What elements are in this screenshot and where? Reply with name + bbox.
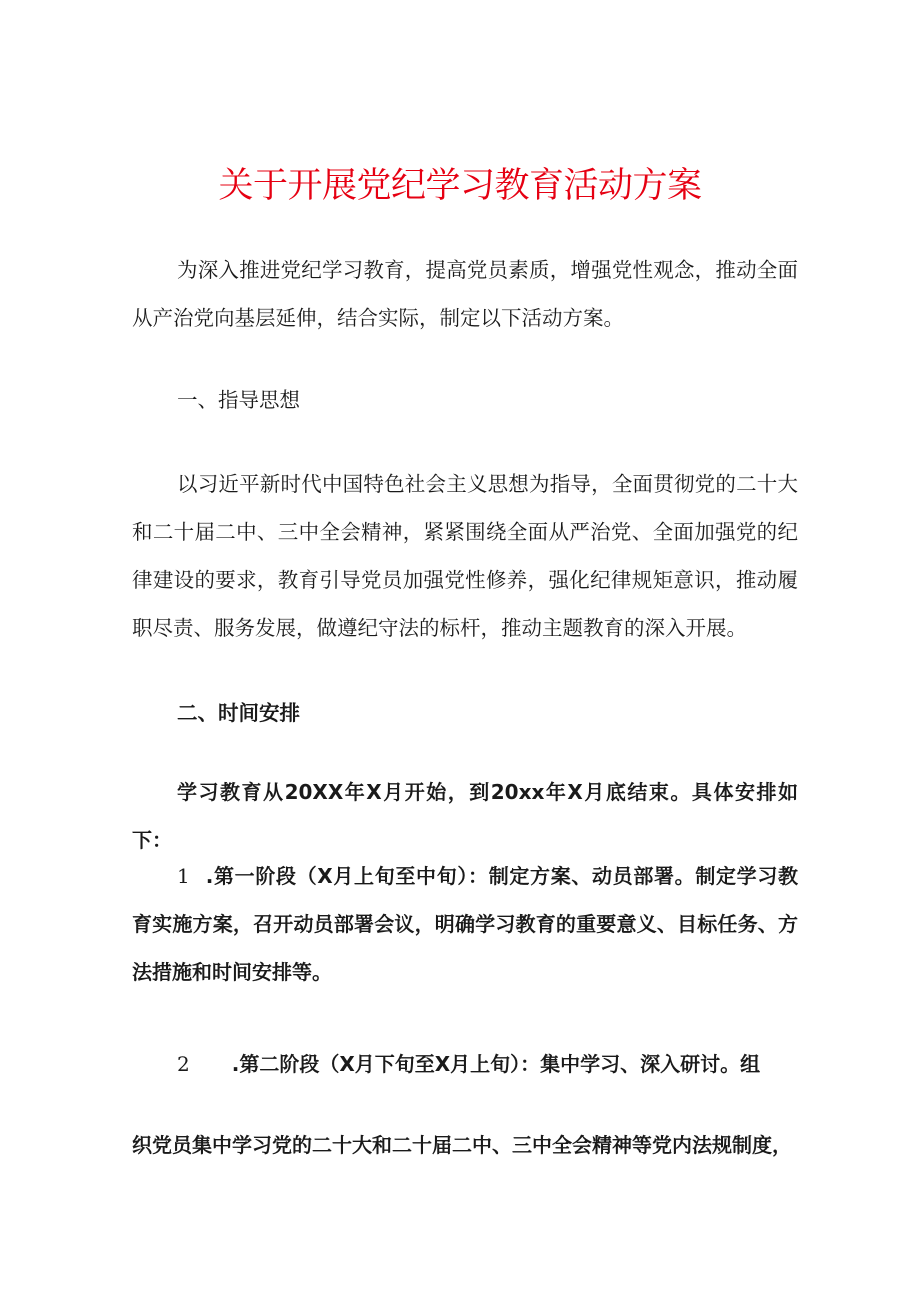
- stage1-paragraph: [132, 852, 798, 996]
- section1-body: 以习近平新时代中国特色社会主义思想为指导，全面贯彻党的二十大和二十届二中、三中全会精神，紧紧围绕全面从严治党、全面加强党的纪律建设的要求，教育引导党员加强党性修养，强化纪律规矩意识，推动履职尽责、服务发展，做遵纪守法的标杆，推动主题教育的深入开展。: [132, 472, 798, 640]
- stage2-paragraph: [132, 1040, 798, 1088]
- schedule-paragraph: 学习教育从20XX年X月开始，到20xx年X月底结束。具体安排如下：: [132, 780, 798, 852]
- intro-paragraph: 为深入推进党纪学习教育，提高党员素质，增强党性观念，推动全面从产治党向基层延伸，结合实际，制定以下活动方案。: [132, 258, 798, 330]
- stage1-number: 1: [177, 864, 190, 888]
- section2-heading: 二、时间安排: [177, 701, 300, 725]
- stage2-continuation: 织党员集中学习党的二十大和二十届二中、三中全会精神等党内法规制度，: [132, 1133, 792, 1157]
- document-title: 关于开展党纪学习教育活动方案: [218, 166, 702, 206]
- stage2-number: 2: [177, 1052, 190, 1076]
- stage1-text: .第一阶段（X月上旬至中旬）：制定方案、动员部署。制定学习教育实施方案，召开动员部署会议，明确学习教育的重要意义、目标任务、方法措施和时间安排等。: [132, 864, 798, 984]
- section1-heading: 一、指导思想: [177, 388, 300, 412]
- stage2-text: .第二阶段（X月下旬至X月上旬）：集中学习、深入研讨。组: [231, 1052, 761, 1076]
